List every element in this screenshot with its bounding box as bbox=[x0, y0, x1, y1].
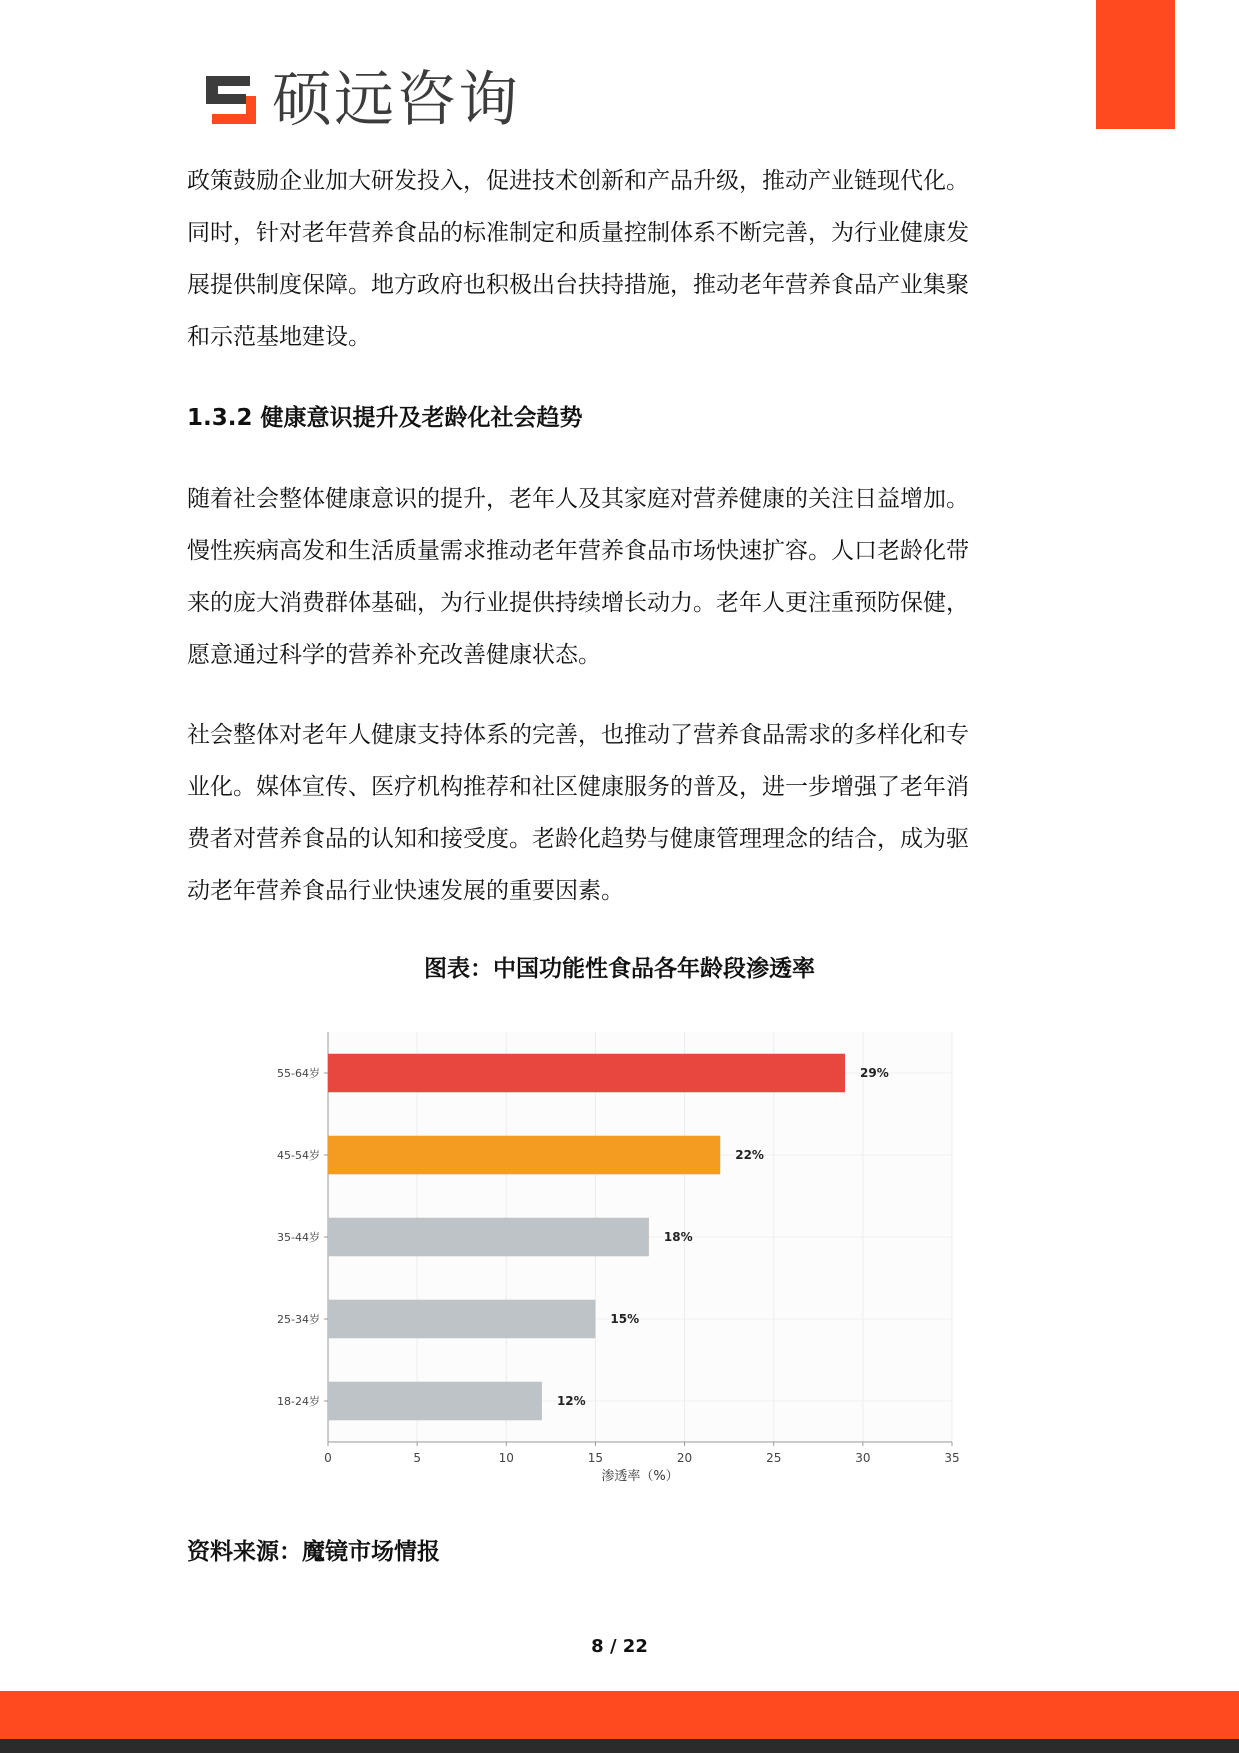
bar bbox=[328, 1218, 649, 1257]
bar-value-label: 18% bbox=[663, 1230, 693, 1244]
text-line: 随着社会整体健康意识的提升，老年人及其家庭对营养健康的关注日益增加。 bbox=[187, 486, 969, 512]
bar bbox=[328, 1054, 845, 1093]
y-tick-label: 25-34岁 bbox=[277, 1313, 320, 1326]
text-line: 展提供制度保障。地方政府也积极出台扶持措施，推动老年营养食品产业集聚 bbox=[187, 272, 969, 298]
y-tick-label: 35-44岁 bbox=[277, 1231, 320, 1244]
section-heading: 1.3.2 健康意识提升及老龄化社会趋势 bbox=[187, 405, 583, 431]
x-tick-label: 15 bbox=[587, 1451, 604, 1465]
brand-logo bbox=[202, 66, 520, 134]
text-line: 业化。媒体宣传、医疗机构推荐和社区健康服务的普及，进一步增强了老年消 bbox=[187, 774, 969, 800]
text-line: 和示范基地建设。 bbox=[187, 324, 371, 350]
text-line: 动老年营养食品行业快速发展的重要因素。 bbox=[187, 878, 624, 904]
figure-caption: 图表：中国功能性食品各年龄段渗透率 bbox=[424, 956, 815, 982]
bar-value-label: 29% bbox=[860, 1066, 889, 1080]
x-tick-label: 25 bbox=[766, 1451, 782, 1465]
bar-value-label: 15% bbox=[610, 1312, 640, 1326]
text-line: 同时，针对老年营养食品的标准制定和质量控制体系不断完善，为行业健康发 bbox=[187, 220, 969, 246]
y-tick-label: 45-54岁 bbox=[277, 1149, 320, 1162]
text-line: 费者对营养食品的认知和接受度。老龄化趋势与健康管理理念的结合，成为驱 bbox=[187, 826, 969, 852]
text-line: 来的庞大消费群体基础，为行业提供持续增长动力。老年人更注重预防保健， bbox=[187, 590, 969, 616]
y-tick-label: 18-24岁 bbox=[277, 1395, 320, 1408]
bar bbox=[328, 1382, 542, 1421]
footer-band bbox=[0, 1691, 1239, 1739]
source-note: 资料来源：魔镜市场情报 bbox=[187, 1539, 440, 1565]
bar bbox=[328, 1300, 595, 1339]
paragraph-policy bbox=[187, 155, 1037, 363]
paragraph-support-system bbox=[187, 709, 1037, 917]
logo-mark-icon bbox=[202, 72, 258, 128]
paragraph-health-awareness bbox=[187, 473, 1037, 681]
bar-value-label: 12% bbox=[556, 1394, 586, 1408]
corner-accent-tab bbox=[1096, 0, 1175, 129]
footer-dark-strip bbox=[0, 1739, 1239, 1753]
page-number: 8 / 22 bbox=[591, 1636, 648, 1657]
x-axis-title: 渗透率（%） bbox=[601, 1469, 679, 1484]
text-line: 政策鼓励企业加大研发投入，促进技术创新和产品升级，推动产业链现代化。 bbox=[187, 168, 969, 194]
text-line: 社会整体对老年人健康支持体系的完善，也推动了营养食品需求的多样化和专 bbox=[187, 722, 969, 748]
x-tick-label: 0 bbox=[324, 1451, 332, 1465]
text-line: 愿意通过科学的营养补充改善健康状态。 bbox=[187, 642, 601, 668]
bar-value-label: 22% bbox=[735, 1148, 764, 1162]
x-tick-label: 30 bbox=[855, 1451, 871, 1465]
logo-text: 硕远咨询 bbox=[272, 65, 520, 135]
x-tick-label: 35 bbox=[944, 1451, 960, 1465]
x-tick-label: 10 bbox=[498, 1451, 514, 1465]
bar bbox=[328, 1136, 720, 1175]
x-tick-label: 5 bbox=[413, 1451, 421, 1465]
text-line: 慢性疾病高发和生活质量需求推动老年营养食品市场快速扩容。人口老龄化带 bbox=[187, 538, 969, 564]
y-tick-label: 55-64岁 bbox=[277, 1067, 320, 1080]
penetration-bar-chart bbox=[250, 1020, 980, 1490]
x-tick-label: 20 bbox=[676, 1451, 693, 1465]
